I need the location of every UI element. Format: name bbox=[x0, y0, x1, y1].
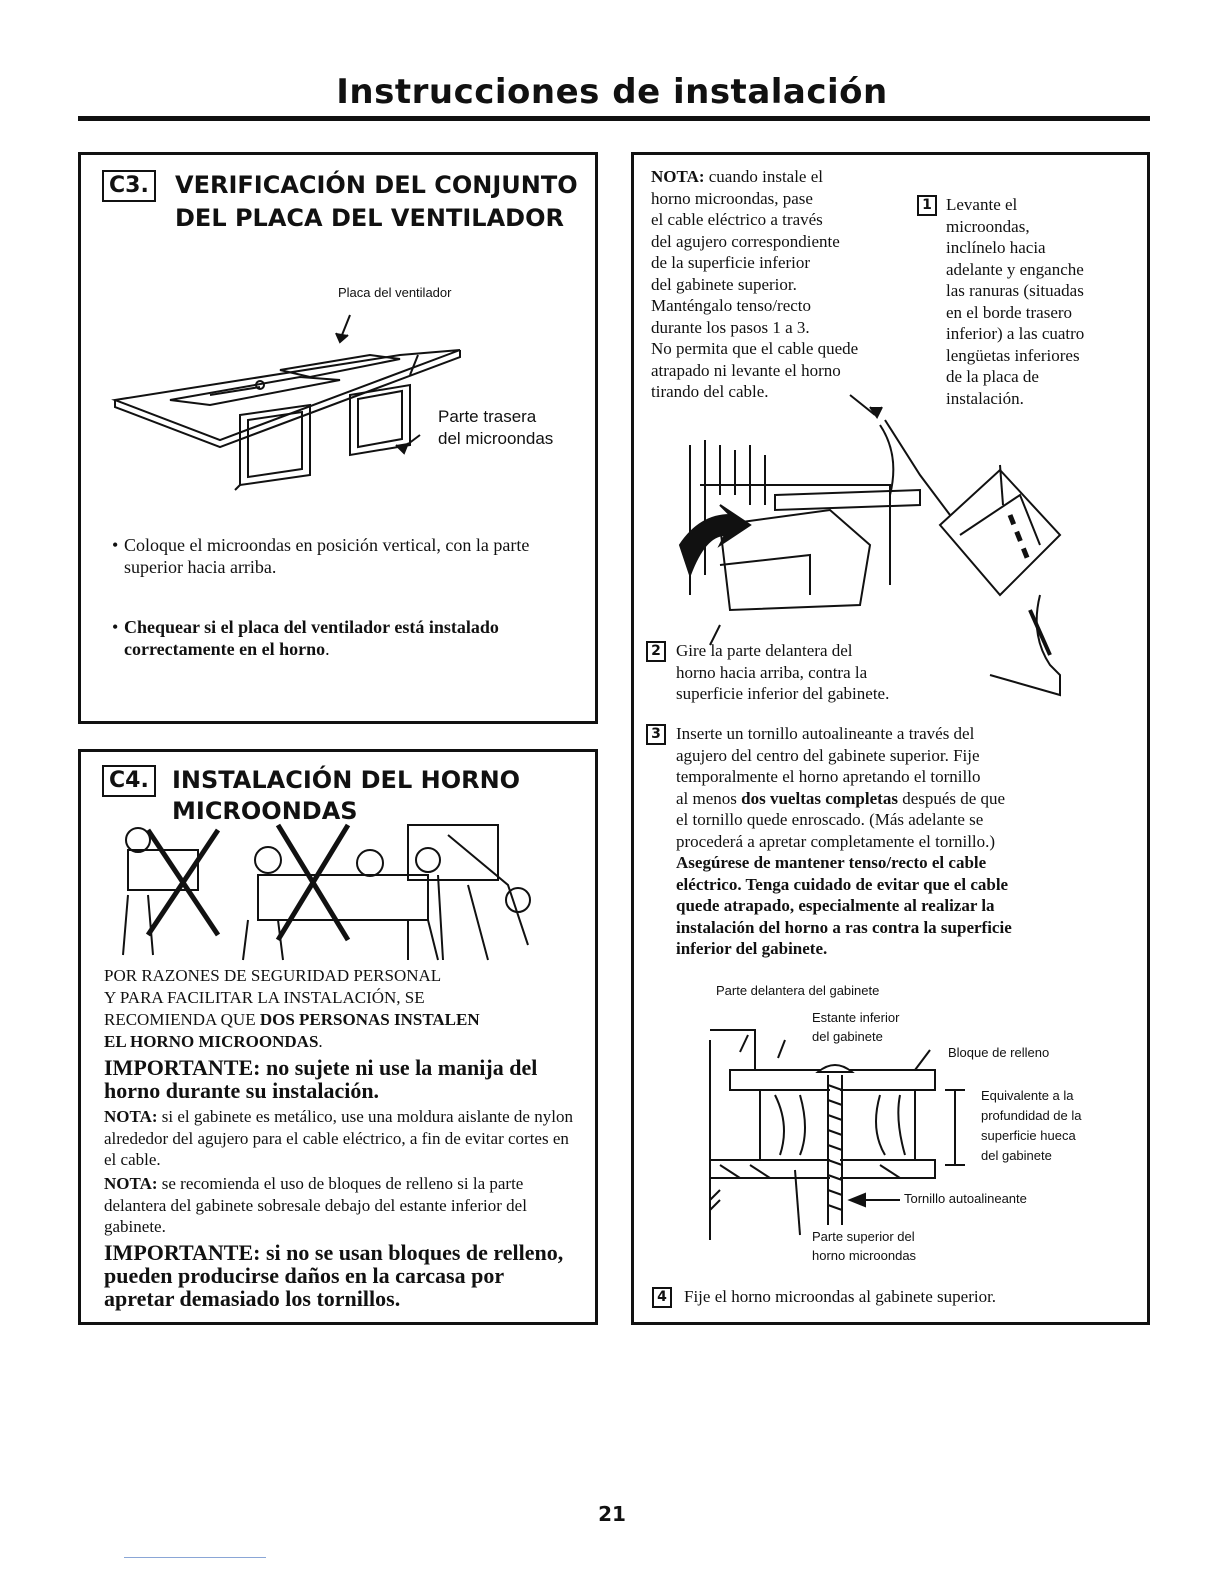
fig-label-equiv-1: profundidad de la bbox=[981, 1108, 1082, 1123]
c3-bullet-2: • Chequear si el placa del ventilador está instalado correctamente en el horno. bbox=[112, 617, 499, 659]
step-3-number: 3 bbox=[646, 724, 666, 745]
fig-label-top-1: Parte superior del bbox=[812, 1229, 915, 1244]
fig-label-filler: Bloque de relleno bbox=[948, 1045, 1050, 1060]
fig-label-shelf-2: del gabinete bbox=[812, 1029, 883, 1044]
two-person-lift-illustration bbox=[108, 815, 558, 965]
step-1-line-2: inclínelo hacia bbox=[946, 238, 1046, 257]
step-1-line-6: inferior) a las cuatro bbox=[946, 324, 1085, 343]
step-2-number: 2 bbox=[646, 641, 666, 662]
step-3-line-5: procederá a apretar completamente el tornillo.) bbox=[676, 831, 996, 851]
c3-bullet-2-bold: Chequear si el placa del ventilador está instalado correctamente en el horno bbox=[124, 617, 499, 659]
right-nota-text-5: del gabinete superior. bbox=[651, 274, 797, 294]
step-3-line-2: temporalmente el horno apretando el tornillo bbox=[676, 767, 981, 786]
step-3-bold-line-2: quede atrapado, especialmente al realizar la bbox=[676, 896, 995, 915]
c4-heading-line2: MICROONDAS bbox=[172, 797, 358, 825]
c4-safety-line-3a: RECOMIENDA QUE bbox=[104, 1010, 260, 1029]
step-3-line-3 bbox=[676, 788, 1136, 810]
step-3-line-1: agujero del centro del gabinete superior. Fije bbox=[676, 745, 980, 765]
fig-label-front-cabinet: Parte delantera del gabinete bbox=[716, 983, 880, 998]
screw-filler-diagram bbox=[700, 1000, 960, 1250]
c3-heading-line2: DEL PLACA DEL VENTILADOR bbox=[175, 204, 564, 232]
step-1-line-3: adelante y enganche bbox=[946, 259, 1084, 279]
step-1-line-9: instalación. bbox=[946, 388, 1024, 408]
step-1-line-0: Levante el bbox=[946, 195, 1018, 214]
fig-label-equiv-0: Equivalente a la bbox=[981, 1088, 1074, 1103]
c3-bullet-2-end: . bbox=[325, 639, 330, 659]
c3-bullet-1-text: Coloque el microondas en posición vertical, con la parte superior hacia arriba. bbox=[124, 535, 530, 577]
step-1-line-1: microondas, bbox=[946, 216, 1030, 236]
step-3-bold-line-1: eléctrico. Tenga cuidado de evitar que el cable bbox=[676, 874, 1009, 894]
c4-safety-line-3b: DOS PERSONAS INSTALEN bbox=[259, 1010, 480, 1029]
step-3-line-3c: después de que bbox=[897, 788, 1006, 808]
c3-heading-line1: VERIFICACIÓN DEL CONJUNTO bbox=[175, 171, 578, 199]
c4-nota-2-text: se recomienda el uso de bloques de relleno si la parte delantera del gabinete sobresale debajo del estante inferior del gabinete. bbox=[104, 1174, 527, 1236]
step-1-line-7: lengüetas inferiores bbox=[946, 345, 1080, 365]
step-2-line-1: horno hacia arriba, contra la bbox=[676, 662, 868, 682]
c4-heading-line1: INSTALACIÓN DEL HORNO bbox=[172, 766, 521, 794]
step-2-line-0: Gire la parte delantera del bbox=[676, 641, 853, 660]
fan-plate-illustration bbox=[100, 295, 480, 495]
right-nota-text-0: cuando instale el bbox=[704, 167, 824, 186]
right-nota-text-8: No permita que el cable quede bbox=[651, 339, 859, 358]
step-3-line-0: Inserte un tornillo autoalineante a través del bbox=[676, 724, 975, 743]
step-2-text bbox=[676, 640, 976, 705]
c3-bullet-1: • Coloque el microondas en posición vertical, con la parte superior hacia arriba. bbox=[112, 534, 582, 578]
step-3-line-4: el tornillo quede enroscado. (Más adelante se bbox=[676, 810, 984, 829]
c3-label-rear-2: del microondas bbox=[438, 429, 554, 448]
footer-link-underline bbox=[124, 1557, 266, 1558]
c3-section-code: C3. bbox=[102, 170, 156, 202]
right-nota-line bbox=[651, 166, 921, 188]
c4-important-2: IMPORTANTE: si no se usan bloques de relleno, pueden producirse daños en la carcasa por apretar demasiado los tornillos. bbox=[104, 1240, 564, 1311]
c4-section-code: C4. bbox=[102, 765, 156, 797]
c3-label-rear-1: Parte trasera bbox=[438, 407, 537, 426]
c4-safety-line-4-end: . bbox=[318, 1032, 323, 1051]
c4-nota-2 bbox=[104, 1173, 574, 1238]
step-3-bold-line-0: Asegúrese de mantener tenso/recto el cable bbox=[676, 853, 987, 872]
step-4-text: Fije el horno microondas al gabinete superior. bbox=[684, 1287, 997, 1306]
right-nota-text-1: horno microondas, pase bbox=[651, 188, 813, 208]
right-nota-text-4: de la superficie inferior bbox=[651, 253, 811, 272]
fig-label-top-2: horno microondas bbox=[812, 1248, 917, 1263]
right-nota-label: NOTA: bbox=[651, 167, 705, 186]
step-3-bold-line-3: instalación del horno a ras contra la superficie bbox=[676, 917, 1012, 937]
step-3-line-3a: al menos bbox=[676, 788, 742, 808]
step-1-number: 1 bbox=[917, 195, 937, 216]
c3-label-plate: Placa del ventilador bbox=[338, 285, 452, 300]
right-nota-text-2: el cable eléctrico a través bbox=[651, 210, 823, 229]
fig-label-equiv bbox=[981, 1086, 1111, 1166]
page-number: 21 bbox=[598, 1502, 626, 1526]
c4-safety-line-4-text: EL HORNO MICROONDAS bbox=[104, 1032, 319, 1051]
c4-safety-line-1: POR RAZONES DE SEGURIDAD PERSONAL bbox=[104, 966, 442, 985]
step-3-line-3b: dos vueltas completas bbox=[741, 788, 898, 808]
right-nota-text-6: Manténgalo tenso/recto bbox=[651, 296, 812, 315]
step-4-number: 4 bbox=[652, 1287, 672, 1308]
right-nota bbox=[651, 166, 921, 403]
title-divider bbox=[78, 116, 1150, 121]
step-3-text bbox=[676, 723, 1136, 960]
step-1-text bbox=[946, 194, 1146, 409]
right-nota-text-9: atrapado ni levante el horno bbox=[651, 360, 841, 380]
c4-safety-line-4 bbox=[104, 1031, 323, 1053]
step-2-line-2: superficie inferior del gabinete. bbox=[676, 684, 890, 703]
step-1-line-4: las ranuras (situadas bbox=[946, 281, 1084, 300]
step-3-bold-line-4: inferior del gabinete. bbox=[676, 939, 828, 958]
fig-label-shelf-1: Estante inferior bbox=[812, 1010, 900, 1025]
c4-nota-1-text: si el gabinete es metálico, use una moldura aislante de nylon alrededor del agujero para el cable eléctrico, a fin de evitar cortes en el cable. bbox=[104, 1107, 573, 1169]
right-nota-text-3: del agujero correspondiente bbox=[651, 231, 840, 251]
step-1-line-5: en el borde trasero bbox=[946, 302, 1073, 322]
right-nota-text-10: tirando del cable. bbox=[651, 382, 769, 401]
step-1-line-8: de la placa de bbox=[946, 367, 1039, 386]
c4-nota-1-label: NOTA: bbox=[104, 1107, 158, 1126]
right-nota-text-7: durante los pasos 1 a 3. bbox=[651, 317, 810, 337]
fig-label-screw: Tornillo autoalineante bbox=[904, 1191, 1027, 1206]
fig-label-equiv-2: superficie hueca bbox=[981, 1128, 1076, 1143]
c4-nota-2-label: NOTA: bbox=[104, 1174, 158, 1193]
c4-safety-line-2: Y PARA FACILITAR LA INSTALACIÓN, SE bbox=[104, 988, 425, 1007]
fig-label-equiv-3: del gabinete bbox=[981, 1148, 1052, 1163]
c4-nota-1 bbox=[104, 1106, 574, 1171]
c4-important-1: IMPORTANTE: no sujete ni use la manija del horno durante su instalación. bbox=[104, 1055, 538, 1103]
page-title: Instrucciones de instalación bbox=[336, 72, 888, 112]
c4-safety-line-3 bbox=[104, 1009, 480, 1031]
